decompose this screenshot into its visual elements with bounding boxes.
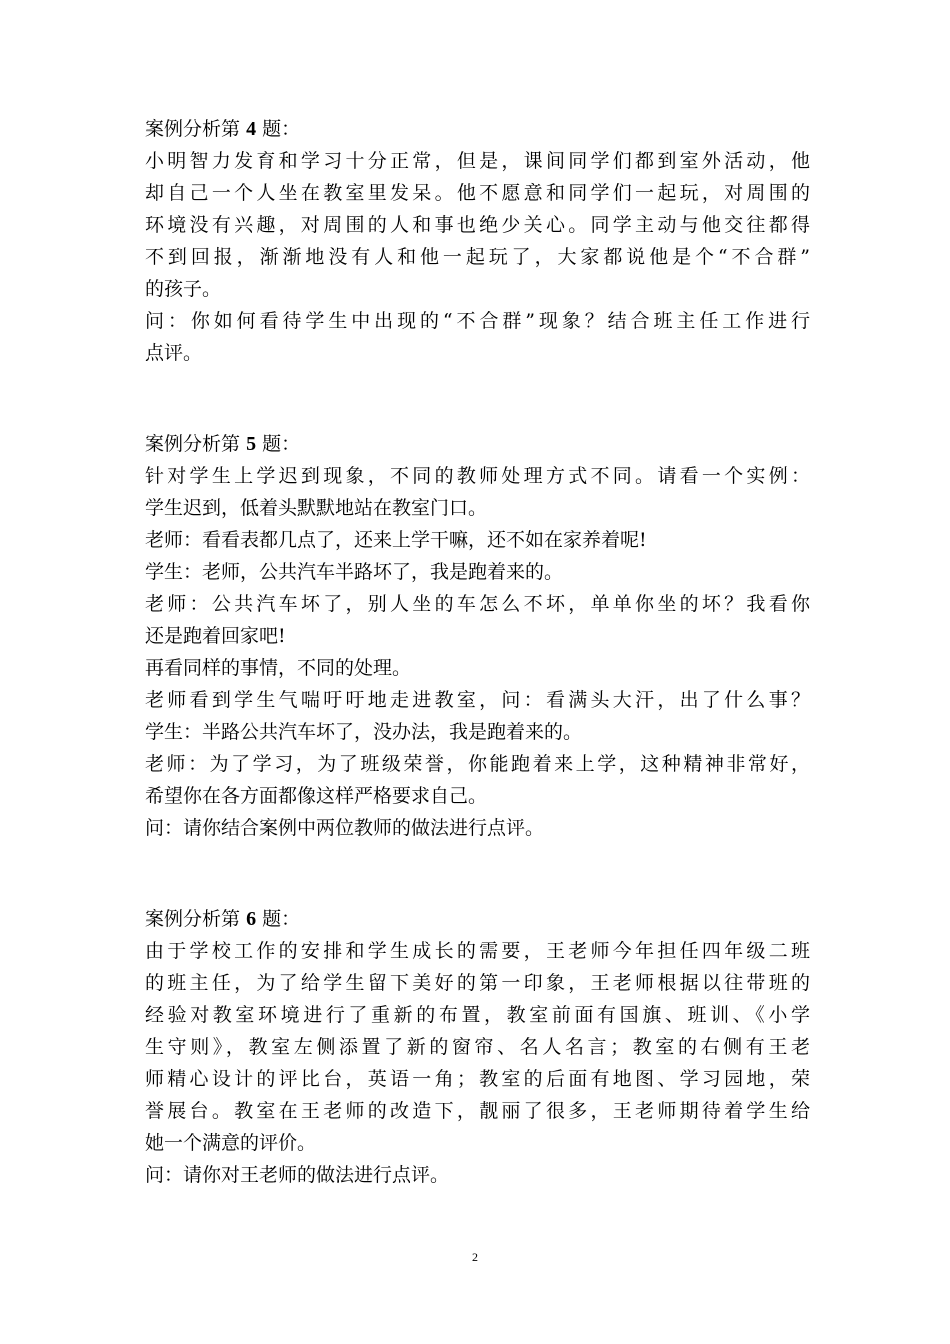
case5-line: 学生：老师，公共汽车半路坏了，我是跑着来的。	[145, 561, 564, 583]
case6-question: 问：请你对王老师的做法进行点评。	[145, 1164, 450, 1186]
case6-line: 经验对教室环境进行了重新的布置，教室前面有国旗、班训、《小学	[145, 1004, 810, 1026]
case5-line: 老师：看看表都几点了，还来上学干嘛，还不如在家养着呢!	[145, 529, 647, 551]
case6-line: 她一个满意的评价。	[145, 1132, 317, 1154]
case6-line: 由于学校工作的安排和学生成长的需要，王老师今年担任四年级二班	[145, 940, 810, 962]
case5-line: 希望你在各方面都像这样严格要求自己。	[145, 785, 488, 807]
case4-line: 小明智力发育和学习十分正常，但是，课间同学们都到室外活动，他	[145, 150, 810, 172]
case4-question: 点评。	[145, 342, 203, 364]
case6-line: 生守则》，教室左侧添置了新的窗帘、名人名言；教室的右侧有王老	[145, 1036, 810, 1058]
case5-line: 还是跑着回家吧!	[145, 625, 286, 647]
case6-line: 的班主任，为了给学生留下美好的第一印象，王老师根据以往带班的	[145, 972, 810, 994]
case4-line: 环境没有兴趣，对周围的人和事也绝少关心。同学主动与他交往都得	[145, 214, 810, 236]
case5-line: 再看同样的事情，不同的处理。	[145, 657, 412, 679]
case4-title: 案例分析第 4 题：	[145, 118, 301, 140]
case4-line: 的孩子。	[145, 278, 222, 300]
case6-line: 誉展台。教室在王老师的改造下，靓丽了很多，王老师期待着学生给	[145, 1100, 810, 1122]
case5-line: 学生迟到，低着头默默地站在教室门口。	[145, 497, 488, 519]
case4-line: 却自己一个人坐在教室里发呆。他不愿意和同学们一起玩，对周围的	[145, 182, 810, 204]
case5-line: 老师看到学生气喘吁吁地走进教室，问：看满头大汗，出了什么事？	[145, 689, 810, 711]
case5-line: 针对学生上学迟到现象，不同的教师处理方式不同。请看一个实例：	[145, 465, 810, 487]
case5-line: 老师：为了学习，为了班级荣誉，你能跑着来上学，这种精神非常好，	[145, 753, 810, 775]
case4-line: 不到回报，渐渐地没有人和他一起玩了，大家都说他是个“不合群”	[145, 246, 810, 268]
case5-line: 学生：半路公共汽车坏了，没办法，我是跑着来的。	[145, 721, 583, 743]
case5-line: 老师：公共汽车坏了，别人坐的车怎么不坏，单单你坐的坏？我看你	[145, 593, 810, 615]
case4-question: 问：你如何看待学生中出现的“不合群”现象？结合班主任工作进行	[145, 310, 810, 332]
page-number: 2	[472, 1250, 478, 1264]
case6-line: 师精心设计的评比台，英语一角；教室的后面有地图、学习园地，荣	[145, 1068, 810, 1090]
case6-title: 案例分析第 6 题：	[145, 908, 301, 930]
case5-title: 案例分析第 5 题：	[145, 433, 301, 455]
case5-question: 问：请你结合案例中两位教师的做法进行点评。	[145, 817, 545, 839]
